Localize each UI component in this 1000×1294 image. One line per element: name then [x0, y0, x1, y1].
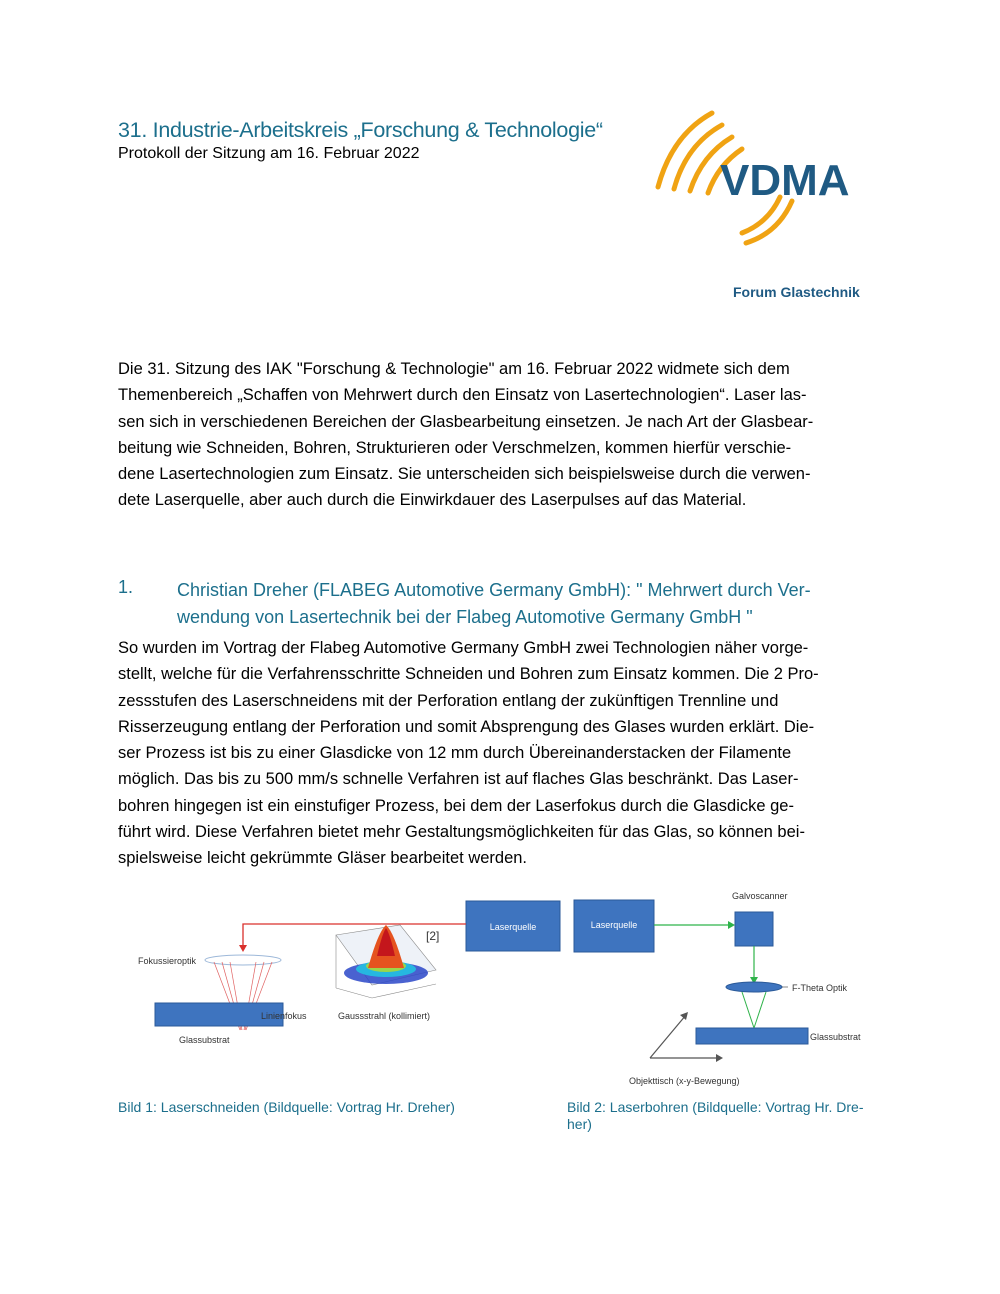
section-number: 1.: [118, 577, 134, 597]
paragraph-line: sen sich in verschiedenen Bereichen der Glasbearbeitung einsetzen. Je nach Art der Glasbear-: [118, 412, 814, 431]
figure-laser-cutting: [130, 890, 580, 1060]
figure-laser-cutting-diagram: [130, 890, 580, 1060]
galvo-scanner-block: [735, 912, 773, 946]
figure-laser-drilling-diagram: [570, 885, 880, 1095]
vdma-logo-graphic: [650, 105, 932, 320]
figure-laser-drilling: [570, 885, 880, 1095]
focus-optics-label: Fokussieroptik: [138, 956, 197, 966]
figure-1-caption: [118, 1099, 548, 1116]
paragraph-line: dene Lasertechnologien zum Einsatz. Sie unterscheiden sich beispielsweise durch die verwen-: [118, 465, 811, 484]
paragraph-line: stellt, welche für die Verfahrensschritte Schneiden und Bohren zum Einsatz kommen. Die 2 Pro-: [118, 665, 819, 684]
paragraph-line: beitung wie Schneiden, Bohren, Strukturieren oder Verschmelzen, kommen hierfür verschie-: [118, 438, 792, 457]
ftheta-lens: [726, 982, 782, 992]
page-subtitle: Protokoll der Sitzung am 16. Februar 2022: [118, 145, 420, 162]
arrow-up-right-icon: [680, 1012, 688, 1020]
paragraph-line: bohren hingegen ist ein einstufiger Prozess, bei dem der Laserfokus durch die Glasdicke ge-: [118, 796, 794, 815]
logo-arc-icon: [746, 201, 792, 243]
galvo-label: Galvoscanner: [732, 891, 788, 901]
ftheta-label: F-Theta Optik: [792, 983, 848, 993]
reference-marker: [2]: [426, 929, 440, 943]
stage-label: Objekttisch (x-y-Bewegung): [629, 1076, 740, 1086]
paragraph-line: möglich. Das bis zu 500 mm/s schnelle Verfahren ist auf flaches Glas beschränkt. Das Laser-: [118, 770, 799, 789]
arrow-right-icon: [716, 1054, 723, 1062]
page-title: 31. Industrie-Arbeitskreis „Forschung & Technologie“: [118, 118, 603, 142]
gauss-plot: [336, 925, 436, 998]
line-focus-label: Linienfokus: [261, 1011, 307, 1021]
focus-lens: [205, 955, 281, 965]
figure-2-caption: [567, 1099, 887, 1133]
logo-arc-icon: [658, 113, 712, 187]
arrow-down-icon: [239, 945, 247, 952]
section-title: [177, 577, 887, 631]
paragraph-line: Die 31. Sitzung des IAK "Forschung & Technologie" am 16. Februar 2022 widmete sich dem: [118, 360, 790, 378]
paragraph-line: Themenbereich „Schaffen von Mehrwert durch den Einsatz von Lasertechnologien“. Laser las-: [118, 386, 807, 405]
logo-brand: VDMA: [720, 156, 850, 205]
paragraph-line: So wurden im Vortrag der Flabeg Automotive Germany GmbH zwei Technologien näher vorge-: [118, 639, 809, 657]
laser-beam: [742, 992, 754, 1028]
caption-line: Bild 2: Laserbohren (Bildquelle: Vortrag Hr. Dre-: [567, 1099, 864, 1115]
laser-beam: [754, 992, 766, 1028]
paragraph-line: führt wird. Diese Verfahren bietet mehr Gestaltungsmöglichkeiten für das Glas, so können bei-: [118, 823, 805, 842]
glass-substrate-label: Glassubstrat: [810, 1032, 861, 1042]
paragraph-line: spielsweise leicht gekrümmte Gläser bearbeitet werden.: [118, 849, 528, 868]
vdma-logo: [650, 105, 932, 320]
laser-source-label: Laserquelle: [489, 922, 537, 932]
paragraph-line: zessstufen des Laserschneidens mit der Perforation entlang der zukünftigen Trennline und: [118, 691, 779, 710]
section-body: [118, 635, 886, 872]
logo-tagline: Forum Glastechnik: [733, 284, 860, 300]
caption-line: her): [567, 1116, 592, 1132]
laser-source-label: Laserquelle: [590, 920, 638, 930]
section-title-line: Christian Dreher (FLABEG Automotive Germany GmbH): " Mehrwert durch Ver-: [177, 580, 811, 600]
paragraph-line: ser Prozess ist bis zu einer Glasdicke von 12 mm durch Übereinanderstacken der Filamente: [118, 744, 792, 763]
arrow-right-icon: [728, 921, 735, 929]
section-title-line: wendung von Lasertechnik bei der Flabeg Automotive Germany GmbH ": [177, 607, 753, 627]
y-axis: [650, 1015, 686, 1058]
glass-substrate-label: Glassubstrat: [179, 1035, 230, 1045]
glass-substrate-block: [696, 1028, 808, 1044]
paragraph-line: Risserzeugung entlang der Perforation und somit Absprengung des Glases wurden erklärt. Die-: [118, 717, 815, 736]
paragraph-line: dete Laserquelle, aber auch durch die Einwirkdauer des Laserpulses auf das Material.: [118, 491, 747, 510]
intro-paragraph: [118, 356, 886, 514]
gauss-label: Gaussstrahl (kollimiert): [338, 1011, 431, 1021]
caption-line: Bild 1: Laserschneiden (Bildquelle: Vortrag Hr. Dreher): [118, 1099, 455, 1115]
